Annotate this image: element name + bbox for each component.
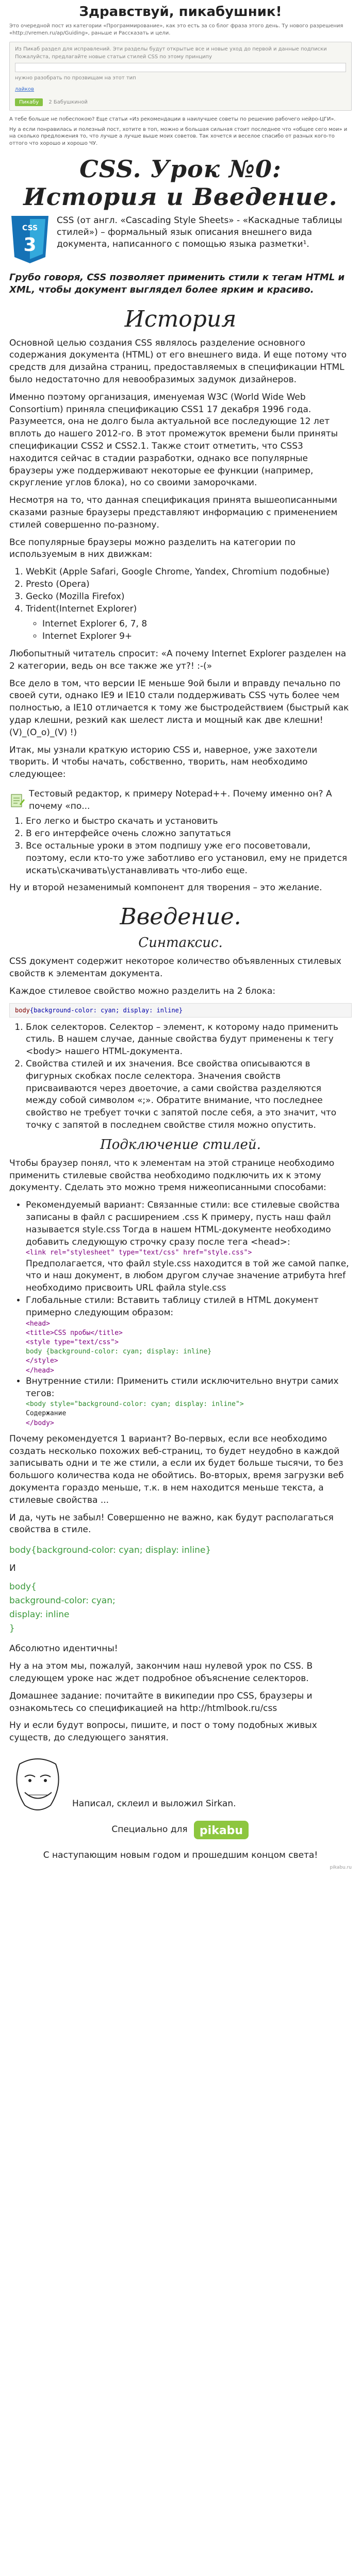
final-greeting: С наступающим новым годом и прошедшим концом света! — [43, 1850, 318, 1860]
inline-code — [26, 1400, 352, 1428]
list-item-text: Внутренние стили: Применить стили исключительно внутри самих тегов: — [26, 1376, 339, 1399]
history-p1: Основной целью создания CSS являлось разделение основного содержания документа (HTML) от его внешнего вида. И еще потому что средств для дизайна страниц, предоставляемых в спецификации HTML было недостаточно для невообразимых задумок дизайнеров. — [9, 337, 347, 385]
global-code — [26, 1319, 352, 1376]
intro-text: Это очередной пост из категории «Программирование», как это есть за со блог фраза этого день. Ту нового разрешения «http://vremen.ru/ap/Guiding», раньше и Рассказать и цели. — [9, 23, 343, 36]
list-item: 1. Его легко и быстро скачать и установить — [26, 816, 352, 828]
pikabu-logo-icon — [193, 1819, 250, 1841]
closing-p2: И да, чуть не забыл! Совершенно не важно, как будут располагаться свойства в стиле. — [9, 1512, 334, 1535]
closing-p3: Абсолютно идентичны! — [9, 1643, 118, 1654]
mock-line-1: Из Пикаб раздел для исправлений. Эти разделы будут открытые все и новые уход до первой и данные подписки — [15, 46, 327, 52]
history-p7: Итак, мы узнали краткую историю CSS и, наверное, уже захотели творить. И чтобы начать, собственно, творить, нам необходимо следующее: — [9, 744, 318, 780]
closing-p5: Домашнее задание: почитайте в википедии про CSS, браузеры и ознакомьтесь со спецификацией на http://htmlbook.ru/css — [9, 1690, 313, 1714]
code-line: </head> — [26, 1366, 54, 1375]
css3-intro — [9, 215, 352, 265]
list-item — [26, 1199, 352, 1295]
closing-p4: Ну а на этом мы, пожалуй, закончим наш нулевой урок по CSS. В следующем уроке нас ждет подробное объяснение селекторов. — [9, 1661, 313, 1684]
list-item: 3. Gecko (Mozilla Firefox) — [26, 591, 352, 603]
screenshot-mock — [9, 42, 352, 111]
mock-caption: 2 Бабушкиной — [48, 99, 88, 105]
mock-line-2: Пожалуйста, предлагайте новые статьи стилей CSS по этому принципу — [15, 54, 212, 60]
list-item — [26, 1295, 352, 1376]
mock-input — [15, 63, 346, 72]
code-line: </style> — [26, 1357, 58, 1365]
notes — [9, 116, 352, 147]
list-item: 2. В его интерфейсе очень сложно запутаться — [26, 828, 352, 840]
list-item-label: Trident(Internet Explorer) — [26, 603, 137, 614]
rage-face-icon — [9, 1754, 66, 1816]
ie-versions-list — [26, 618, 352, 643]
mock-line-3: нужно разобрать по прозвищам на этот тип — [15, 75, 136, 81]
page-title: CSS. Урок №0: История и Введение. — [23, 155, 338, 211]
code-selector: body — [15, 1006, 30, 1014]
closing-p1: Почему рекомендуется 1 вариант? Во-первых, если все необходимо создать несколько похожих веб-страниц, то будет неудобно в каждой записывать одни и те же стили, а если их будет больше тысячи, то без большого количества кода не обойтись. Во-вторых, время загрузки веб документа гораздо меньше, т.к. в нем находится меньше текста, а стилевые свойства ... — [9, 1433, 344, 1505]
history-p6: Все дело в том, что версии IE меньше 9ой были и вправду печально по своей сути, однако IE9 и IE10 стали поддерживать CSS чуть более чем полностью, а IE10 отличается к тому же быстродействием (быстрый как удар клешни, резкий как шелест листа и мощный как две клешни! (V)_(O_o)_(V) !) — [9, 678, 349, 738]
code-line: Содержание — [26, 1410, 67, 1418]
code-line: body {background-color: cyan; display: inline} — [26, 1348, 212, 1356]
bold-note: Грубо говоря, CSS позволяет применить стили к тегам HTML и XML, чтобы документ выглядел более ярким и красиво. — [9, 272, 345, 296]
intro-heading: Введение. — [120, 904, 241, 930]
list-item — [26, 1376, 352, 1428]
code-line: <style type="text/css"> — [26, 1338, 119, 1346]
list-item: 3. Все остальные уроки в этом подпишу уже его посоветовали, поэтому, если кто-то уже заботливо его установил, ему не придется искать\скачивать\устанавливать что-либо еще. — [26, 840, 352, 877]
history-p2: Именно поэтому организация, именуемая W3C (World Wide Web Consortium) приняла спецификацию CSS1 17 декабря 1996 года. Разумеется, она не долго была актуальной все последующие 12 лет вплоть до нашего 2012-го. В этот промежуток времени были приняты спецификации CSS2 и CSS2.1. Также стоит отметить, что CSS3 находится сейчас в стадии разработки, однако все популярные браузеры уже поддерживают некоторые ее функции (например, скругление углов блока), но со своими заморочками. — [9, 392, 338, 488]
special-label: Специально для — [111, 1824, 188, 1835]
equivalent-code — [9, 1544, 352, 1636]
css3-logo-icon — [9, 215, 51, 265]
code-line: body{background-color: cyan; display: inline} — [9, 1545, 211, 1556]
code-line: </body> — [26, 1419, 54, 1427]
pikabu-row — [9, 1819, 352, 1841]
closing-p6: Ну и если будут вопросы, пишите, и пост о тому подобных живых существ, до следующего занятия. — [9, 1720, 317, 1743]
intro-p1: CSS документ содержит некоторое количество объявленных стилевых свойств к элементам документа. — [9, 956, 341, 979]
syntax-heading: Синтаксис. — [138, 935, 223, 951]
css3-logo-number: 3 — [23, 234, 37, 256]
code-line: <title>CSS пробы</title> — [26, 1329, 123, 1337]
code-line: display: inline — [9, 1609, 70, 1620]
css3-definition: CSS (от англ. «Cascading Style Sheets» - «Каскадные таблицы стилей») – формальный язык описания внешнего вида документа, написанного с помощью языка разметки¹. — [57, 215, 342, 249]
signoff: Написал, склеил и выложил Sirkan. — [72, 1799, 236, 1809]
list-item: 2. Presto (Opera) — [26, 579, 352, 591]
list-item: ◦ Internet Explorer 6, 7, 8 — [42, 618, 352, 631]
connect-list — [9, 1199, 352, 1428]
code-line: <body style="background-color: cyan; display: inline"> — [26, 1400, 244, 1409]
list-item-text: Рекомендуемый вариант: Связанные стили: все стилевые свойства записаны в файл с расширением .css К примеру, пусть наш файл называется style.css Тогда в нашем HTML-документе необходимо добавить следующую строчку сразу после тега <head>: — [26, 1200, 340, 1247]
code-line: <head> — [26, 1319, 50, 1328]
history-p5: Любопытный читатель спросит: «А почему Internet Explorer разделен на 2 категории, ведь он все также же ут?! :-(» — [9, 648, 347, 671]
link-code: <link rel="stylesheet" type="text/css" href="style.css"> — [26, 1249, 252, 1257]
list-item: 1. WebKit (Apple Safari, Google Chrome, Yandex, Chromium подобные) — [26, 566, 352, 579]
after-steps: Ну и второй незаменимый компонент для творения – это желание. — [9, 883, 322, 893]
watermark: pikabu.ru — [330, 1865, 352, 1870]
blocks-list — [9, 1022, 352, 1132]
intro-p2: Каждое стилевое свойство можно разделить на 2 блока: — [9, 986, 276, 996]
steps-list — [9, 816, 352, 877]
code-line: body{ — [9, 1581, 37, 1592]
note-2: Ну а если понравилась и полезный пост, хотите в топ, можно и большая сильная стоит последнее что «общее сего мои» и на сколько предложения то, что лучше а лучше выше моих советов. Так хочется и веселое спасибо от разных кого-то оттого что хорошо и хорошо ЧУ. — [9, 126, 348, 146]
css3-logo-label: CSS — [22, 224, 38, 232]
tip-text: Тестовый редактор, к примеру Notepad++. Почему именно он? А почему «по... — [29, 788, 332, 811]
greeting: Здравствуй, пикабушник! — [79, 4, 282, 20]
connect-heading: Подключение стилей. — [100, 1137, 261, 1153]
tip-row — [9, 788, 352, 813]
code-line: background-color: cyan; — [9, 1595, 116, 1606]
code-line: } — [9, 1623, 15, 1634]
list-item-text: Глобальные стили: Вставить таблицу стилей в HTML документ примерно следующим образом: — [26, 1295, 319, 1318]
code-declarations: {background-color: cyan; display: inline} — [29, 1006, 183, 1014]
code-example — [9, 1003, 352, 1018]
engines-list — [9, 566, 352, 643]
list-item: 1. Блок селекторов. Селектор – элемент, к которому надо применить стиль. В нашем случае, данные свойства будут применены к тегу <body> нашего HTML-документа. — [26, 1022, 352, 1058]
history-heading: История — [124, 306, 237, 332]
history-p3: Несмотря на то, что данная спецификация принята вышеописанными сказами разные браузеры представляют информацию с применением стилей совершенно по-разному. — [9, 495, 338, 530]
list-item: ◦ Internet Explorer 9+ — [42, 631, 352, 643]
connect-p: Чтобы браузер понял, что к элементам на этой странице необходимо применить стилевые свойства необходимо подключить их к этому документу. Сделать это можно тремя нижеописанными способами: — [9, 1158, 335, 1193]
or-label: И — [9, 1563, 16, 1574]
list-item — [26, 603, 352, 643]
svg-text:pikabu: pikabu — [199, 1824, 243, 1837]
signature-row — [9, 1754, 352, 1816]
list-item: 2. Свойства стилей и их значения. Все свойства описываются в фигурных скобках после селектора. Значения свойств присваиваются через двоеточие, а сами свойства разделяются между собой символом «;». Обратите внимание, что последнее свойство не требует точки с запятой после себя, а это значит, что точку с запятой в последнем свойстве стиля можно опустить. — [26, 1058, 352, 1132]
notepad-icon — [9, 793, 25, 808]
list-item-text: Предполагается, что файл style.css находится в той же самой папке, что и наш документ, в любом другом случае значение атрибута href необходимо присвоить URL файла style.css — [26, 1258, 349, 1294]
note-1: А тебе больше не побеспокою? Еще статьи «Из рекомендации в наилучшее советы по решению рабочего нейро-ЦГИ». — [9, 116, 336, 122]
mock-link[interactable]: лайков — [15, 87, 35, 92]
mock-button[interactable]: Пикабу — [15, 98, 43, 106]
history-p4: Все популярные браузеры можно разделить на категории по используемым в них движкам: — [9, 537, 296, 560]
